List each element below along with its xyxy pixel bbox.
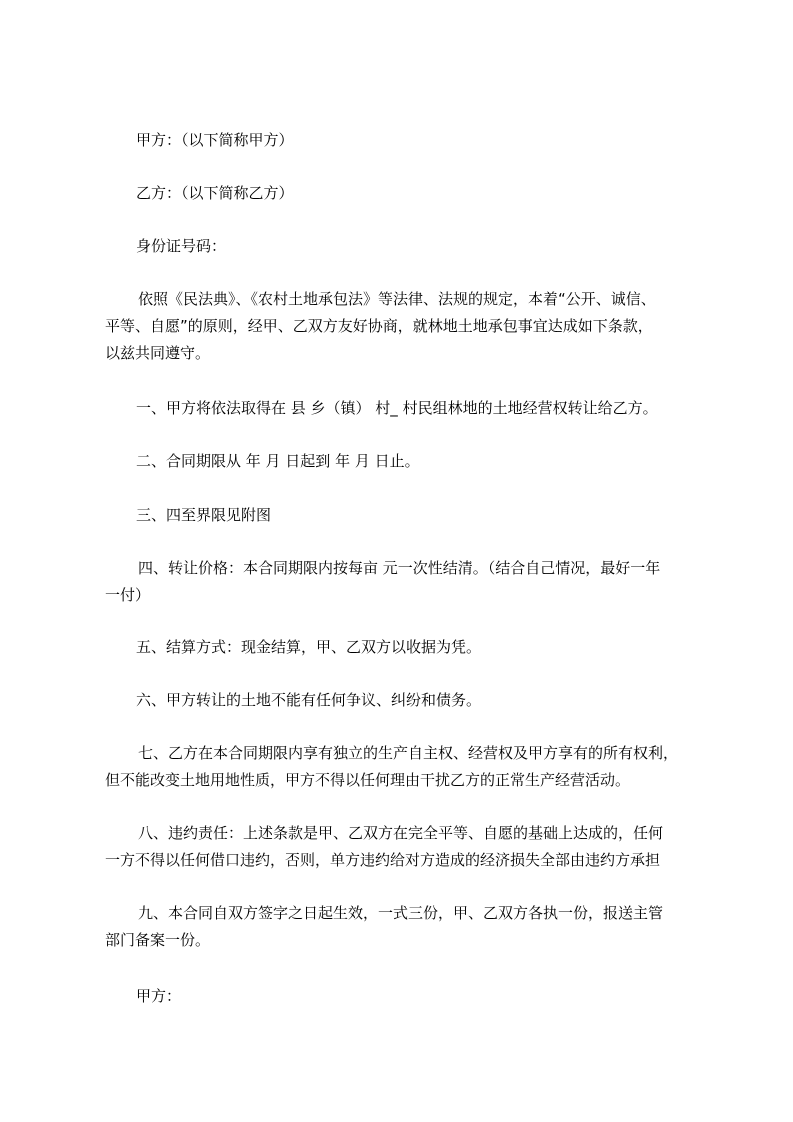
signature-party-a: 甲方： <box>136 987 182 1005</box>
clause-3: 三、四至界限见附图 <box>136 506 272 524</box>
clause-9: 九、本合同自双方签字之日起生效，一式三份，甲、乙双方各执一份，报送主管 部门备案一份。 <box>105 904 664 949</box>
clause-7: 七、乙方在本合同期限内享有独立的生产自主权、经营权及甲方享有的所有权利， 但不能改变土地用地性质，甲方不得以任何理由干扰乙方的正常生产经营活动。 <box>105 744 679 789</box>
clause-4: 四、转让价格：本合同期限内按每亩 元一次性结清。（结合自己情况，最好一年 一付） <box>105 559 661 604</box>
party-a-line: 甲方：（以下简称甲方） <box>136 131 294 149</box>
id-number-line: 身份证号码： <box>136 237 227 255</box>
preamble-paragraph: 依照《民法典》、《农村土地承包法》等法律、法规的规定，本着“公开、诚信、 平等、自愿”的原则，经甲、乙双方友好协商，就林地土地承包事宜达成如下条款， 以兹共同遵守。 <box>105 290 656 362</box>
party-b-line: 乙方：（以下简称乙方） <box>136 184 294 202</box>
clause-5: 五、结算方式：现金结算，甲、乙双方以收据为凭。 <box>136 638 482 656</box>
clause-8: 八、违约责任：上述条款是甲、乙双方在完全平等、自愿的基础上达成的，任何 一方不得以任何借口违约，否则，单方违约给对方造成的经济损失全部由违约方承担 <box>105 824 664 869</box>
clause-2: 二、合同期限从 年 月 日起到 年 月 日止。 <box>136 452 420 470</box>
clause-1: 一、甲方将依法取得在 县 乡（镇） 村_ 村民组林地的土地经营权转让给乙方。 <box>136 399 658 417</box>
clause-6: 六、甲方转让的土地不能有任何争议、纠纷和债务。 <box>136 691 482 709</box>
